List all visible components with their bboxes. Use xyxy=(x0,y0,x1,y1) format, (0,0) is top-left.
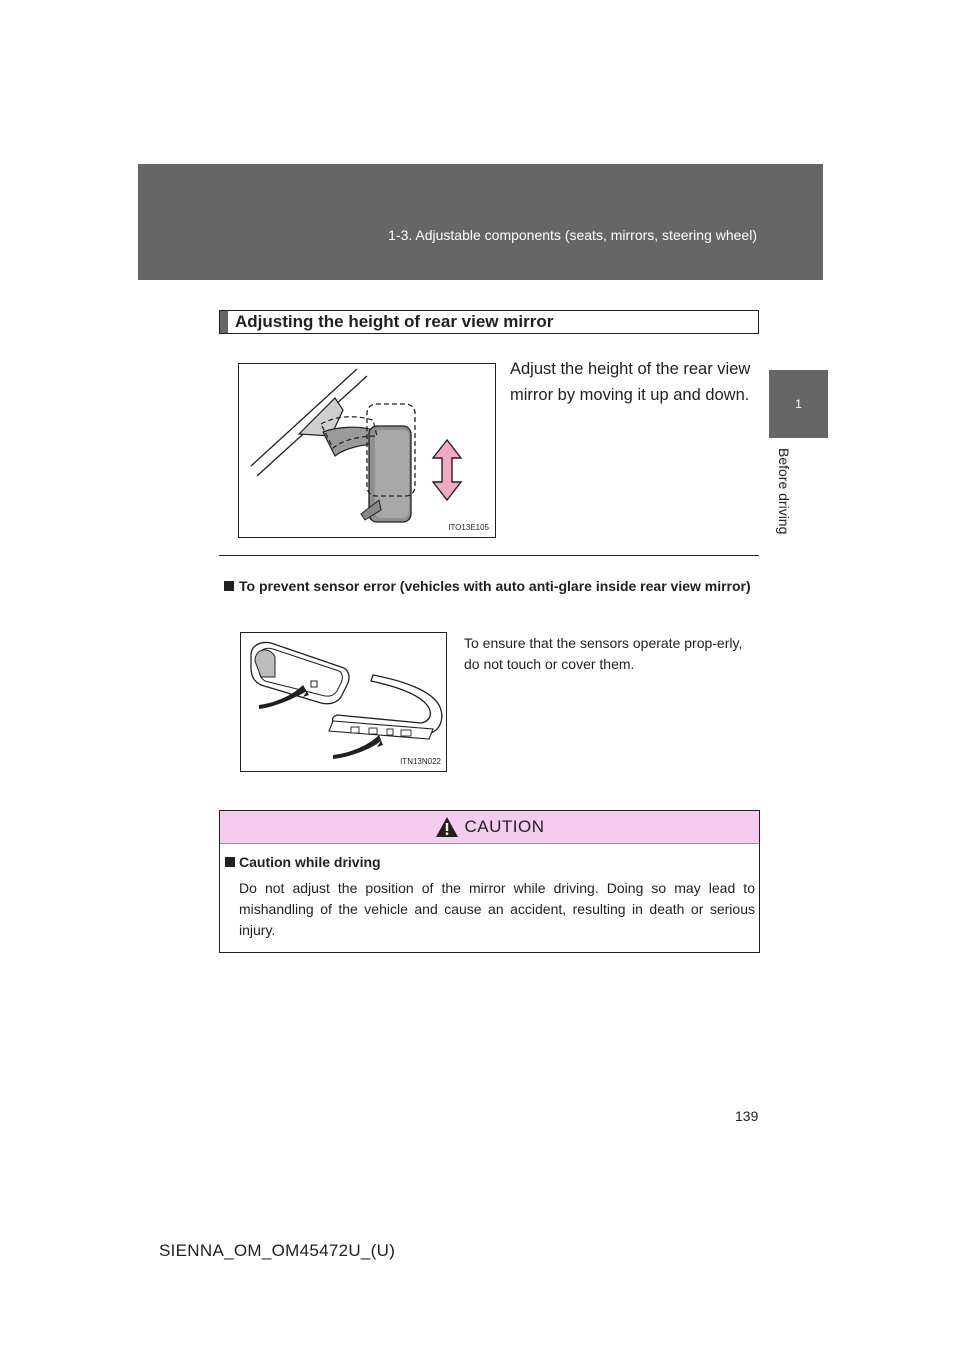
note-title xyxy=(224,576,760,597)
chapter-tab xyxy=(769,370,828,438)
section-heading xyxy=(219,310,759,334)
caution-text: Do not adjust the position of the mirror while driving. Doing so may lead to mishandling of the vehicle and cause an accident, resulting in death or serious injury. xyxy=(239,880,755,938)
section-heading-text: Adjusting the height of rear view mirror xyxy=(235,312,554,331)
note-title-text: To prevent sensor error (vehicles with auto anti-glare inside rear view mirror) xyxy=(239,578,751,594)
caution-subtitle-text: Caution while driving xyxy=(239,854,381,870)
chapter-number: 1 xyxy=(795,397,802,411)
note-body: To ensure that the sensors operate prop-erly, do not touch or cover them. xyxy=(464,635,743,672)
warning-triangle-icon xyxy=(435,816,459,838)
bullet-square-icon xyxy=(225,857,235,867)
caution-box xyxy=(219,810,760,953)
mirror-height-figure xyxy=(238,363,496,538)
section-path: 1-3. Adjustable components (seats, mirrors, steering wheel) xyxy=(388,227,757,243)
heading-marker xyxy=(220,311,228,333)
sensor-illustration xyxy=(241,633,447,772)
instruction-text: Adjust the height of the rear view mirror by moving it up and down. xyxy=(510,360,751,404)
caution-header-text: CAUTION xyxy=(464,817,545,836)
document-id: SIENNA_OM_OM45472U_(U) xyxy=(159,1241,396,1260)
figure-code: ITO13E105 xyxy=(448,523,489,532)
caution-subtitle xyxy=(225,854,381,870)
header-band xyxy=(138,164,823,280)
chapter-label: Before driving xyxy=(776,448,792,535)
bullet-square-icon xyxy=(224,581,234,591)
page-number: 139 xyxy=(735,1108,759,1124)
section-divider xyxy=(219,555,759,556)
sensor-figure xyxy=(240,632,447,772)
mirror-height-illustration xyxy=(239,364,496,538)
caution-header xyxy=(220,811,759,844)
figure-code: ITN13N022 xyxy=(400,757,441,766)
